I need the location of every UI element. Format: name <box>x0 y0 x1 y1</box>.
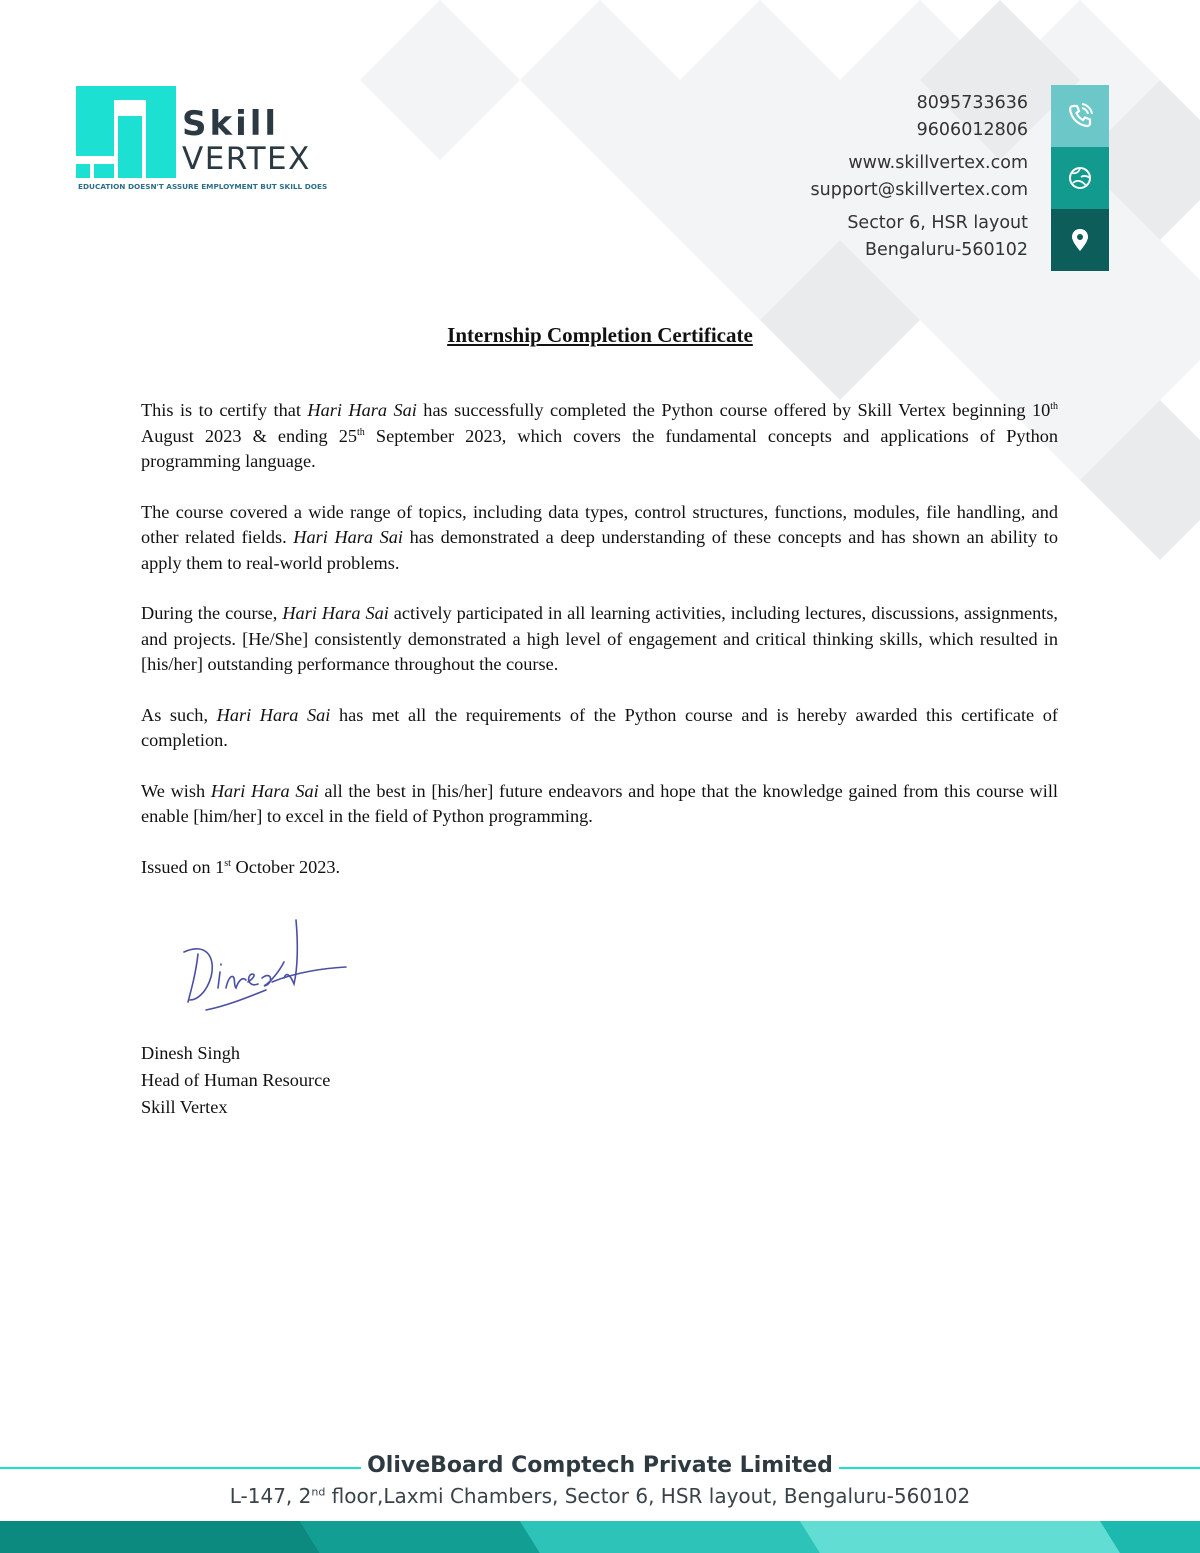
globe-icon <box>1051 147 1109 209</box>
logo-mark-icon <box>76 86 176 178</box>
logo-name-top: Skill <box>182 104 280 144</box>
paragraph-2 <box>141 500 1058 577</box>
p5-text-b: all the best in [his/her] future endeavors and hope that the knowledge gained from this course will enable [him/her] to excel in the field of Python programming. <box>141 780 1058 826</box>
p2-text-a: The course covered a wide range of topics, including data types, control structures, functions, modules, file handling, and other related fields. <box>141 501 1058 547</box>
contact-block <box>811 90 1028 272</box>
p3-text-b: actively participated in all learning activities, including lectures, discussions, assignments, and projects. [He/She] consistently demonstrated a high level of engagement and critical thinking skills, which resulted in [his/her] outstanding performance throughout the course. <box>141 603 1059 674</box>
p1-sup-1: th <box>1050 400 1059 412</box>
signer-block <box>141 1040 330 1121</box>
paragraph-5 <box>141 779 1058 830</box>
signer-name: Dinesh Singh <box>141 1043 241 1063</box>
website: www.skillvertex.com <box>848 153 1028 173</box>
student-name: Hari Hara Sai <box>282 603 389 623</box>
paragraph-3 <box>141 601 1058 678</box>
p4-text-a: As such, <box>141 704 217 725</box>
p1-text-a: This is to certify that <box>141 400 308 420</box>
issued-text-a: Issued on 1 <box>141 856 225 877</box>
address-line-2: Bengaluru-560102 <box>864 240 1028 260</box>
student-name: Hari Hara Sai <box>210 780 319 801</box>
student-name: Hari Hara Sai <box>216 704 331 725</box>
phone-icon <box>1051 85 1109 147</box>
signer-role: Head of Human Resource <box>141 1070 331 1090</box>
email: support@skillvertex.com <box>810 180 1028 200</box>
certificate-title: Internship Completion Certificate <box>447 323 753 347</box>
p1-text-b: has successfully completed the Python course offered by Skill Vertex beginning 10 <box>416 400 1051 420</box>
issued-sup: st <box>224 857 231 869</box>
student-name: Hari Hara Sai <box>307 400 417 420</box>
address-group <box>811 210 1028 272</box>
issued-date <box>141 855 1058 881</box>
logo-tagline: EDUCATION DOESN'T ASSURE EMPLOYMENT BUT SKILL DOES <box>78 182 328 191</box>
footer-address-b: floor,Laxmi Chambers, Sector 6, HSR layout, Bengaluru-560102 <box>325 1484 971 1508</box>
footer-address-sup: nd <box>311 1485 326 1499</box>
p4-text-b: has met all the requirements of the Python course and is hereby awarded this certificate of completion. <box>141 704 1058 750</box>
p2-text-b: has demonstrated a deep understanding of these concepts and has shown an ability to apply them to real-world problems. <box>141 527 1058 573</box>
certificate-body <box>141 398 1058 905</box>
signer-org: Skill Vertex <box>141 1097 228 1117</box>
paragraph-1 <box>141 398 1058 475</box>
student-name: Hari Hara Sai <box>293 527 404 547</box>
location-pin-icon <box>1051 209 1109 271</box>
logo-name-bottom: VERTEX <box>182 141 311 177</box>
footer-address-a: L-147, 2 <box>229 1484 312 1508</box>
address-line-1: Sector 6, HSR layout <box>847 213 1028 233</box>
phone-group <box>811 90 1028 152</box>
contact-icon-column <box>1051 85 1109 271</box>
skill-vertex-logo <box>76 86 356 196</box>
signature-image <box>176 912 356 1022</box>
p3-text-a: During the course, <box>141 603 283 623</box>
phone-2: 9606012806 <box>916 120 1028 140</box>
p1-sup-2: th <box>357 426 365 438</box>
footer-company-name <box>0 1453 1200 1478</box>
footer-band <box>0 1521 1200 1553</box>
footer-company-text: OliveBoard Comptech Private Limited <box>361 1453 839 1478</box>
web-group <box>811 150 1028 212</box>
phone-1: 8095733636 <box>916 93 1028 113</box>
p5-text-a: We wish <box>141 780 211 801</box>
issued-text-b: October 2023. <box>230 856 341 877</box>
paragraph-4 <box>141 703 1058 754</box>
p1-text-d: September 2023, which covers the fundamental concepts and applications of Python programming language. <box>141 425 1059 471</box>
footer-address <box>0 1484 1200 1508</box>
p1-text-c: August 2023 & ending 25 <box>141 425 358 446</box>
